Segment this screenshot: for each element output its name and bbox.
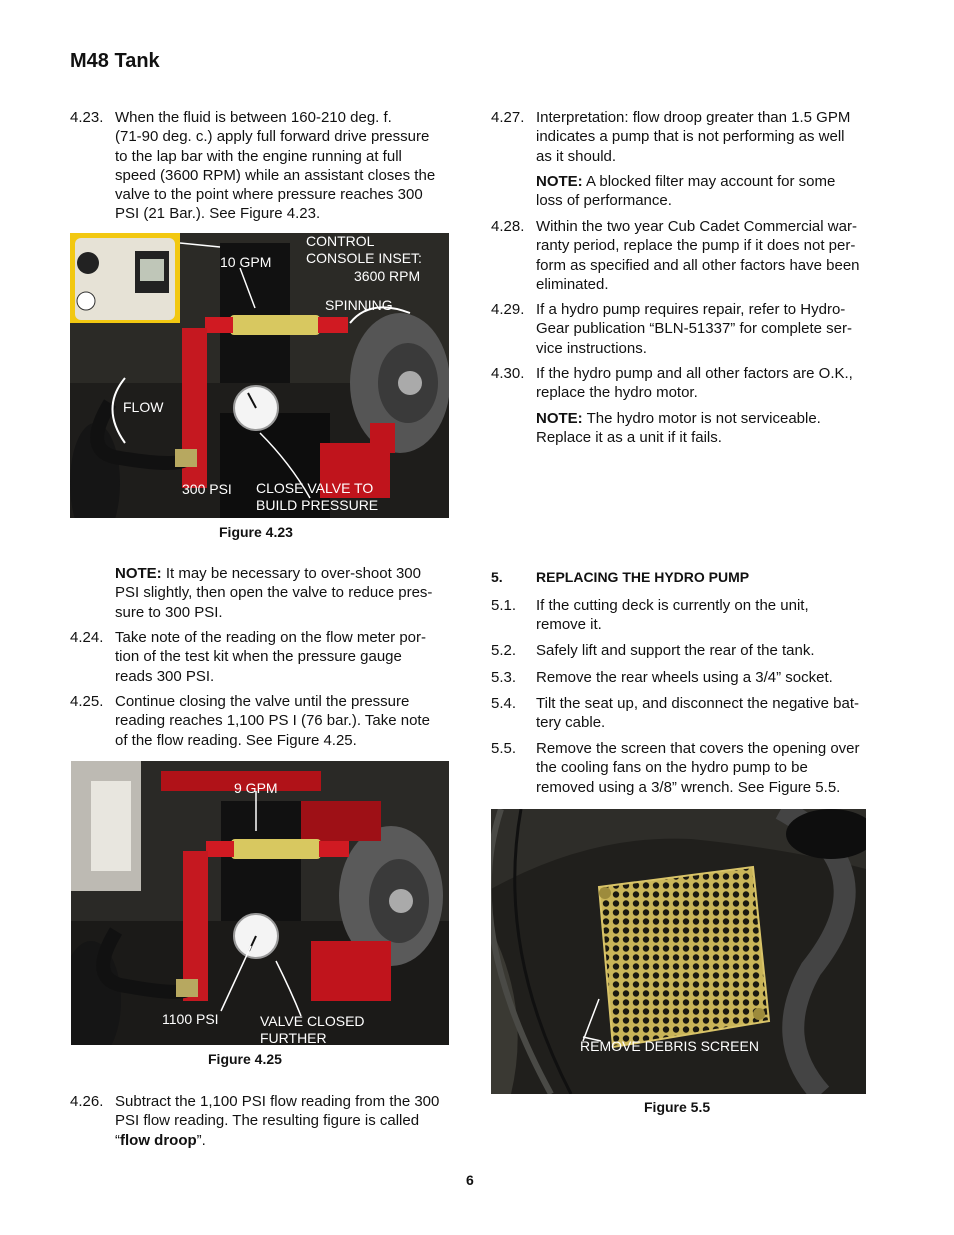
text-line: eliminated. [536, 275, 609, 293]
text-line: remove it. [536, 616, 602, 634]
label-1100-psi: 1100 PSI [162, 1011, 219, 1027]
text-line: Remove the screen that covers the opening over [536, 740, 860, 757]
text-line: tery cable. [536, 714, 606, 732]
note-filter [536, 172, 876, 211]
text-line: loss of performance. [536, 192, 672, 210]
page-number: 6 [466, 1172, 474, 1188]
label-console-inset: CONSOLE INSET: [306, 250, 422, 266]
text-line: Gear publication “BLN-51337” for complete ser- [536, 320, 852, 338]
figure-caption: Figure 5.5 [644, 1099, 711, 1115]
step-number: 4.30. [491, 365, 525, 382]
label-gpm: 10 GPM [220, 254, 272, 270]
text-line: Remove the rear wheels using a 3/4” socket. [536, 669, 833, 686]
text-line: to the lap bar with the engine running at full [115, 147, 402, 165]
text-line: Within the two year Cub Cadet Commercial war- [536, 218, 857, 235]
text-line: PSI slightly, then open the valve to reduce pres- [115, 584, 433, 602]
step-number: 5.2. [491, 642, 517, 659]
label-300-psi: 300 PSI [182, 481, 232, 497]
step-number: 4.26. [70, 1093, 104, 1110]
step-number: 4.24. [70, 629, 104, 646]
figure-caption: Figure 4.23 [219, 524, 293, 540]
step-number: 4.23. [70, 109, 104, 126]
figure-4-25-photo [71, 761, 449, 1045]
text-line: replace the hydro motor. [536, 384, 698, 402]
step-number: 4.27. [491, 109, 525, 126]
text-line: Tilt the seat up, and disconnect the negative bat- [536, 695, 859, 712]
quote-close: ”. [196, 1131, 206, 1149]
step-number: 5.1. [491, 597, 517, 614]
text-line: reads 300 PSI. [115, 667, 215, 685]
note-overshoot [115, 564, 455, 622]
text-line: Interpretation: flow droop greater than 1.5 GPM [536, 109, 851, 126]
text-line: If a hydro pump requires repair, refer to Hydro- [536, 301, 846, 318]
note-motor [536, 409, 876, 448]
text-line: Continue closing the valve until the pressure [115, 693, 410, 710]
page-title: M48 Tank [70, 50, 160, 72]
label-flow: FLOW [123, 399, 164, 415]
text-line: ranty period, replace the pump if it does not per- [536, 237, 856, 255]
label-further: FURTHER [260, 1030, 327, 1045]
label-spinning: SPINNING [325, 297, 393, 313]
figure-caption: Figure 4.25 [208, 1051, 282, 1067]
text-line: as it should. [536, 147, 617, 165]
text-line: If the cutting deck is currently on the unit, [536, 597, 809, 614]
figure-5-5-photo [491, 809, 866, 1094]
text-line: If the hydro pump and all other factors are O.K., [536, 365, 853, 382]
label-valve-closed: VALVE CLOSED [260, 1013, 365, 1029]
hydro-test-photo-closed [71, 761, 449, 1045]
text-line: speed (3600 RPM) while an assistant closes the [115, 166, 436, 184]
label-remove-debris-screen: REMOVE DEBRIS SCREEN [580, 1038, 759, 1054]
step-number: 5.4. [491, 695, 517, 712]
note-label: NOTE: [536, 410, 583, 427]
text-line: Take note of the reading on the flow meter por- [115, 629, 427, 646]
text-line: vice instructions. [536, 339, 647, 357]
text-line: PSI (21 Bar.). See Figure 4.23. [115, 205, 321, 223]
text-line: tion of the test kit when the pressure gauge [115, 648, 402, 666]
flow-droop-term: flow droop [120, 1131, 197, 1149]
label-rpm: 3600 RPM [354, 268, 421, 284]
label-close-valve: CLOSE VALVE TO [256, 480, 374, 496]
text-line: sure to 300 PSI. [115, 603, 223, 621]
text-line: When the fluid is between 160-210 deg. f. [115, 109, 392, 126]
label-gpm: 9 GPM [234, 780, 278, 796]
text-line: reading reaches 1,100 PS I (76 bar.). Take note [115, 712, 430, 730]
step-number: 5.5. [491, 740, 517, 757]
label-control: CONTROL [306, 233, 375, 249]
quote-open: “ [115, 1131, 120, 1149]
step-number: 4.28. [491, 218, 525, 235]
figure-4-23-photo [70, 233, 449, 518]
section-title: REPLACING THE HYDRO PUMP [536, 569, 750, 585]
note-text: It may be necessary to over-shoot 300 [161, 565, 421, 582]
note-text: The hydro motor is not serviceable. [582, 410, 821, 427]
text-line: Replace it as a unit if it fails. [536, 429, 722, 447]
text-line: form as specified and all other factors have been [536, 256, 860, 274]
section-number: 5. [491, 569, 503, 585]
text-line: PSI flow reading. The resulting figure is called [115, 1112, 420, 1130]
text-line: indicates a pump that is not performing as well [536, 128, 845, 146]
step-number: 4.25. [70, 693, 104, 710]
text-line: Safely lift and support the rear of the tank. [536, 642, 815, 659]
step-number: 5.3. [491, 669, 517, 686]
note-label: NOTE: [536, 173, 583, 190]
text-line: valve to the point where pressure reaches 300 [115, 186, 423, 204]
text-line: of the flow reading. See Figure 4.25. [115, 731, 357, 749]
text-line: the cooling fans on the hydro pump to be [536, 759, 808, 777]
text-line: Subtract the 1,100 PSI flow reading from the 300 [115, 1093, 440, 1110]
note-text: A blocked filter may account for some [582, 173, 836, 190]
step-number: 4.29. [491, 301, 525, 318]
text-line: removed using a 3/8” wrench. See Figure 5.5. [536, 778, 841, 796]
note-label: NOTE: [115, 565, 162, 582]
label-build-pressure: BUILD PRESSURE [256, 497, 379, 513]
text-line: (71-90 deg. c.) apply full forward drive pressure [115, 128, 430, 146]
